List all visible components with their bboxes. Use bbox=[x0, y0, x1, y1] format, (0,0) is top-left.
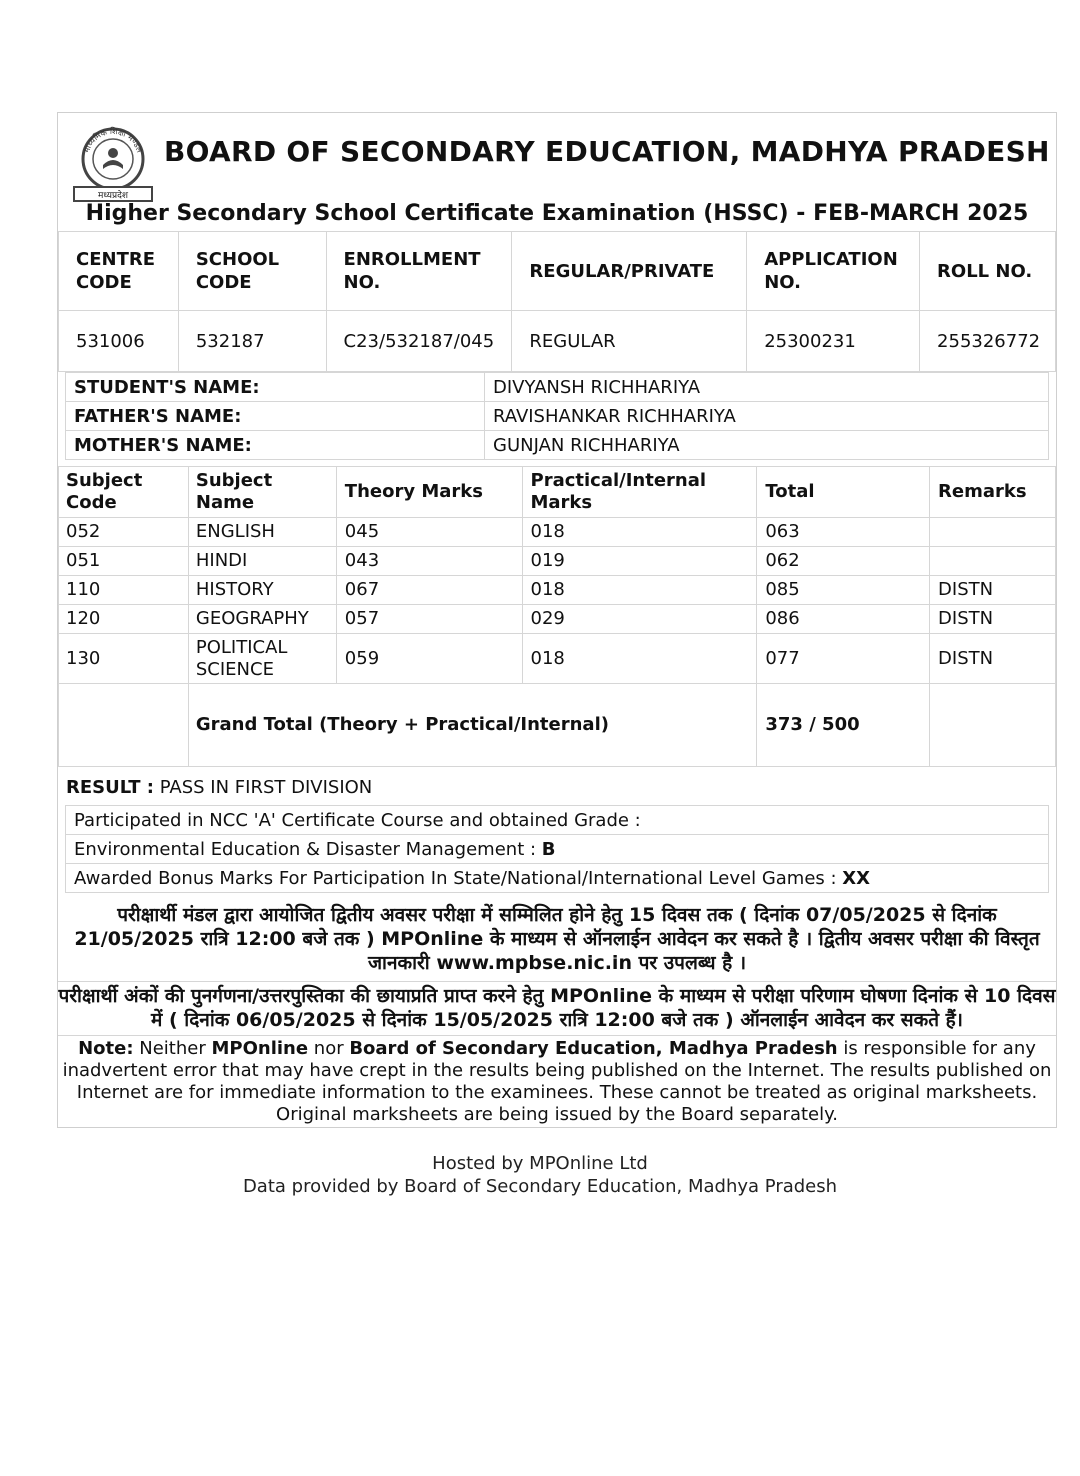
note-text-2: nor bbox=[308, 1038, 350, 1059]
student-name-label: STUDENT'S NAME: bbox=[66, 373, 485, 402]
env-cell bbox=[66, 835, 1049, 864]
table-row bbox=[59, 605, 1056, 634]
games-value: XX bbox=[842, 867, 871, 889]
grand-total-remarks-spacer bbox=[930, 684, 1056, 767]
theory-marks: 059 bbox=[336, 634, 522, 684]
codes-value-row bbox=[59, 311, 1056, 372]
student-name-value: DIVYANSH RICHHARIYA bbox=[485, 373, 1049, 402]
note-text-1: Neither bbox=[133, 1038, 212, 1059]
result-sheet bbox=[57, 112, 1057, 1128]
practical-marks: 019 bbox=[522, 547, 757, 576]
revaluation-notice: परीक्षार्थी अंकों की पुनर्गणना/उत्तरपुस्तिका की छायाप्रति प्राप्त करने हेतु MPOnline के माध्यम से परीक्षा परिणाम घोषणा दिनांक से 10 दिवस में ( दिनांक 06/05/2025 से दिनांक 15/05/2025 रात्रि 12:00 बजे तक ) ऑनलाईन आवेदन कर सकते हैं। bbox=[58, 981, 1056, 1032]
ncc-text: Participated in NCC 'A' Certificate Course and obtained Grade : bbox=[66, 806, 1049, 835]
subject-name: POLITICAL SCIENCE bbox=[188, 634, 336, 684]
total-marks: 062 bbox=[757, 547, 930, 576]
subject-name: GEOGRAPHY bbox=[188, 605, 336, 634]
total-marks: 086 bbox=[757, 605, 930, 634]
subject-code: 110 bbox=[59, 576, 189, 605]
grand-total-label: Grand Total (Theory + Practical/Internal) bbox=[188, 684, 756, 767]
header bbox=[58, 113, 1056, 231]
table-row bbox=[59, 634, 1056, 684]
header-roll-no: ROLL NO. bbox=[920, 232, 1056, 311]
total-marks: 063 bbox=[757, 518, 930, 547]
subject-code: 130 bbox=[59, 634, 189, 684]
note-board: Board of Secondary Education, Madhya Pradesh bbox=[349, 1038, 838, 1059]
note-label: Note: bbox=[78, 1038, 134, 1059]
father-name-row bbox=[66, 402, 1049, 431]
svg-text:माध्यमिक शिक्षा मण्डल: माध्यमिक शिक्षा मण्डल bbox=[81, 126, 145, 154]
table-row bbox=[59, 547, 1056, 576]
codes-header-row bbox=[59, 232, 1056, 311]
note-text-3: is responsible for any inadvertent error that may have crept in the results being published on the Internet. The results published on Internet are for immediate information to the examinees. These cannot be treated as original marksheets. Original marksheets are being issued by the Board separately. bbox=[62, 1038, 1052, 1125]
mother-name-value: GUNJAN RICHHARIYA bbox=[485, 431, 1049, 460]
env-row bbox=[66, 835, 1049, 864]
remarks: DISTN bbox=[930, 605, 1056, 634]
ncc-row bbox=[66, 806, 1049, 835]
subject-name: HINDI bbox=[188, 547, 336, 576]
second-chance-notice: परीक्षार्थी मंडल द्वारा आयोजित द्वितीय अवसर परीक्षा में सम्मिलित होने हेतु 15 दिवस तक ( दिनांक 07/05/2025 से दिनांक 21/05/2025 रात्रि 12:00 बजे तक ) MPOnline के माध्यम से ऑनलाईन आवेदन कर सकते है । द्वितीय अवसर परीक्षा की विस्तृत जानकारी www.mpbse.nic.in पर उपलब्ध है । bbox=[74, 904, 1040, 974]
games-cell bbox=[66, 864, 1049, 893]
header-application-no: APPLICATION NO. bbox=[747, 232, 920, 311]
subject-code: 120 bbox=[59, 605, 189, 634]
school-code-value: 532187 bbox=[178, 311, 326, 372]
table-row bbox=[59, 518, 1056, 547]
theory-marks: 067 bbox=[336, 576, 522, 605]
games-row bbox=[66, 864, 1049, 893]
remarks bbox=[930, 518, 1056, 547]
header-theory-marks: Theory Marks bbox=[336, 467, 522, 518]
regular-private-value: REGULAR bbox=[512, 311, 747, 372]
subject-code: 051 bbox=[59, 547, 189, 576]
total-marks: 077 bbox=[757, 634, 930, 684]
footer bbox=[0, 1152, 1080, 1198]
grand-total-value: 373 / 500 bbox=[757, 684, 930, 767]
board-title: BOARD OF SECONDARY EDUCATION, MADHYA PRADESH bbox=[164, 135, 1050, 168]
disclaimer-note bbox=[58, 1035, 1056, 1126]
header-subject-code: Subject Code bbox=[59, 467, 189, 518]
student-details-table bbox=[65, 372, 1049, 460]
total-marks: 085 bbox=[757, 576, 930, 605]
practical-marks: 018 bbox=[522, 576, 757, 605]
header-total: Total bbox=[757, 467, 930, 518]
header-practical-marks: Practical/Internal Marks bbox=[522, 467, 757, 518]
subject-code: 052 bbox=[59, 518, 189, 547]
header-enrollment-no: ENROLLMENT NO. bbox=[326, 232, 512, 311]
grand-total-row bbox=[59, 684, 1056, 767]
father-name-value: RAVISHANKAR RICHHARIYA bbox=[485, 402, 1049, 431]
codes-table bbox=[58, 231, 1056, 372]
practical-marks: 018 bbox=[522, 518, 757, 547]
remarks bbox=[930, 547, 1056, 576]
header-regular-private: REGULAR/PRIVATE bbox=[512, 232, 747, 311]
svg-text:मध्यप्रदेश: मध्यप्रदेश bbox=[97, 191, 129, 201]
marks-table bbox=[58, 466, 1056, 767]
roll-no-value: 255326772 bbox=[920, 311, 1056, 372]
mother-name-row bbox=[66, 431, 1049, 460]
theory-marks: 057 bbox=[336, 605, 522, 634]
header-centre-code: CENTRE CODE bbox=[59, 232, 179, 311]
env-label: Environmental Education & Disaster Management : bbox=[74, 838, 542, 860]
env-grade: B bbox=[541, 838, 556, 860]
father-name-label: FATHER'S NAME: bbox=[66, 402, 485, 431]
header-subject-name: Subject Name bbox=[188, 467, 336, 518]
application-no-value: 25300231 bbox=[747, 311, 920, 372]
centre-code-value: 531006 bbox=[59, 311, 179, 372]
subject-name: ENGLISH bbox=[188, 518, 336, 547]
grand-total-spacer bbox=[59, 684, 189, 767]
hosted-by: Hosted by MPOnline Ltd bbox=[432, 1153, 648, 1174]
header-remarks: Remarks bbox=[930, 467, 1056, 518]
data-provided-by: Data provided by Board of Secondary Education, Madhya Pradesh bbox=[242, 1176, 838, 1197]
board-logo-icon bbox=[72, 125, 154, 205]
result-line bbox=[66, 777, 372, 798]
table-row bbox=[59, 576, 1056, 605]
remarks: DISTN bbox=[930, 576, 1056, 605]
marks-header-row bbox=[59, 467, 1056, 518]
enrollment-no-value: C23/532187/045 bbox=[326, 311, 512, 372]
practical-marks: 029 bbox=[522, 605, 757, 634]
games-label: Awarded Bonus Marks For Participation In State/National/International Level Games : bbox=[74, 867, 843, 889]
result-label: RESULT : bbox=[66, 777, 154, 798]
result-value: PASS IN FIRST DIVISION bbox=[153, 777, 373, 798]
remarks: DISTN bbox=[930, 634, 1056, 684]
extra-activities-table bbox=[65, 805, 1049, 893]
student-name-row bbox=[66, 373, 1049, 402]
practical-marks: 018 bbox=[522, 634, 757, 684]
header-school-code: SCHOOL CODE bbox=[178, 232, 326, 311]
mother-name-label: MOTHER'S NAME: bbox=[66, 431, 485, 460]
note-mponline: MPOnline bbox=[211, 1038, 309, 1059]
exam-title: Higher Secondary School Certificate Examination (HSSC) - FEB-MARCH 2025 bbox=[85, 201, 1029, 226]
subject-name: HISTORY bbox=[188, 576, 336, 605]
theory-marks: 045 bbox=[336, 518, 522, 547]
theory-marks: 043 bbox=[336, 547, 522, 576]
